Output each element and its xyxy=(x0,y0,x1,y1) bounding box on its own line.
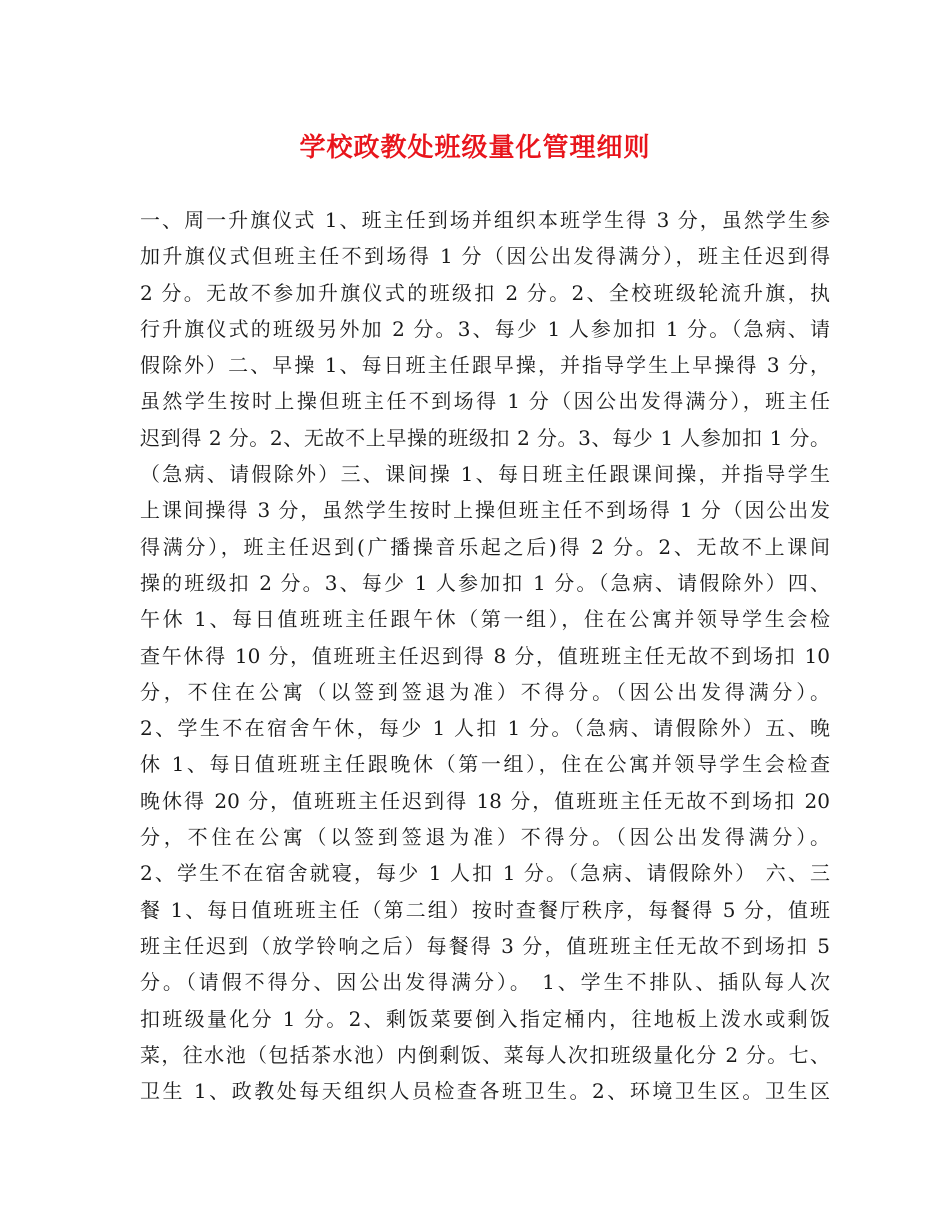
body-text-line: 上课间操得 3 分，虽然学生按时上操但班主任不到场得 1 分（因公出发 xyxy=(140,498,830,523)
body-text-line: 2、学生不在宿舍午休，每少 1 人扣 1 分。（急病、请假除外）五、晚 xyxy=(140,716,830,741)
body-text-line: 查午休得 10 分，值班班主任迟到得 8 分，值班班主任无故不到场扣 10 xyxy=(140,643,830,668)
body-text-line: 迟到得 2 分。2、无故不上早操的班级扣 2 分。3、每少 1 人参加扣 1 分。 xyxy=(140,425,830,450)
body-text-line: 假除外）二、早操 1、每日班主任跟早操，并指导学生上早操得 3 分， xyxy=(140,353,830,378)
body-text-line: （急病、请假除外）三、课间操 1、每日班主任跟课间操，并指导学生 xyxy=(140,462,830,487)
body-text-line: 分。（请假不得分、因公出发得满分）。 1、学生不排队、插队每人次 xyxy=(140,970,830,995)
body-text-line: 加升旗仪式但班主任不到场得 1 分（因公出发得满分），班主任迟到得 xyxy=(140,244,830,269)
body-text-line: 分，不住在公寓（以签到签退为准）不得分。（因公出发得满分）。 xyxy=(140,825,830,850)
body-text-line: 班主任迟到（放学铃响之后）每餐得 3 分，值班班主任无故不到场扣 5 xyxy=(140,933,830,958)
body-text-line: 2 分。无故不参加升旗仪式的班级扣 2 分。2、全校班级轮流升旗，执 xyxy=(140,280,830,305)
body-text-line: 菜，往水池（包括茶水池）内倒剩饭、菜每人次扣班级量化分 2 分。七、 xyxy=(140,1042,830,1067)
body-text-line: 晚休得 20 分，值班班主任迟到得 18 分，值班班主任无故不到场扣 20 xyxy=(140,788,830,813)
body-text-line: 2、学生不在宿舍就寝，每少 1 人扣 1 分。（急病、请假除外） 六、三 xyxy=(140,861,830,886)
document-body xyxy=(140,202,830,1109)
body-text-line: 休 1、每日值班班主任跟晚休（第一组），住在公寓并领导学生会检查 xyxy=(140,752,830,777)
body-text-line: 操的班级扣 2 分。3、每少 1 人参加扣 1 分。（急病、请假除外）四、 xyxy=(140,570,830,595)
body-text-line: 卫生 1、政教处每天组织人员检查各班卫生。2、环境卫生区。卫生区 xyxy=(140,1079,830,1104)
body-text-line: 扣班级量化分 1 分。2、剩饭菜要倒入指定桶内，往地板上泼水或剩饭 xyxy=(140,1006,830,1031)
body-text-line: 得满分），班主任迟到(广播操音乐起之后)得 2 分。2、无故不上课间 xyxy=(140,534,830,559)
body-text-line: 午休 1、每日值班班主任跟午休（第一组），住在公寓并领导学生会检 xyxy=(140,607,830,632)
document-title: 学校政教处班级量化管理细则 xyxy=(299,133,651,163)
body-text-line: 行升旗仪式的班级另外加 2 分。3、每少 1 人参加扣 1 分。（急病、请 xyxy=(140,316,830,341)
body-text-line: 餐 1、每日值班班主任（第二组）按时查餐厅秩序，每餐得 5 分，值班 xyxy=(140,897,830,922)
body-text-line: 一、周一升旗仪式 1、班主任到场并组织本班学生得 3 分，虽然学生参 xyxy=(140,208,830,232)
body-text-line: 分，不住在公寓（以签到签退为准）不得分。（因公出发得满分）。 xyxy=(140,679,830,704)
body-text-line: 虽然学生按时上操但班主任不到场得 1 分（因公出发得满分），班主任 xyxy=(140,389,830,414)
